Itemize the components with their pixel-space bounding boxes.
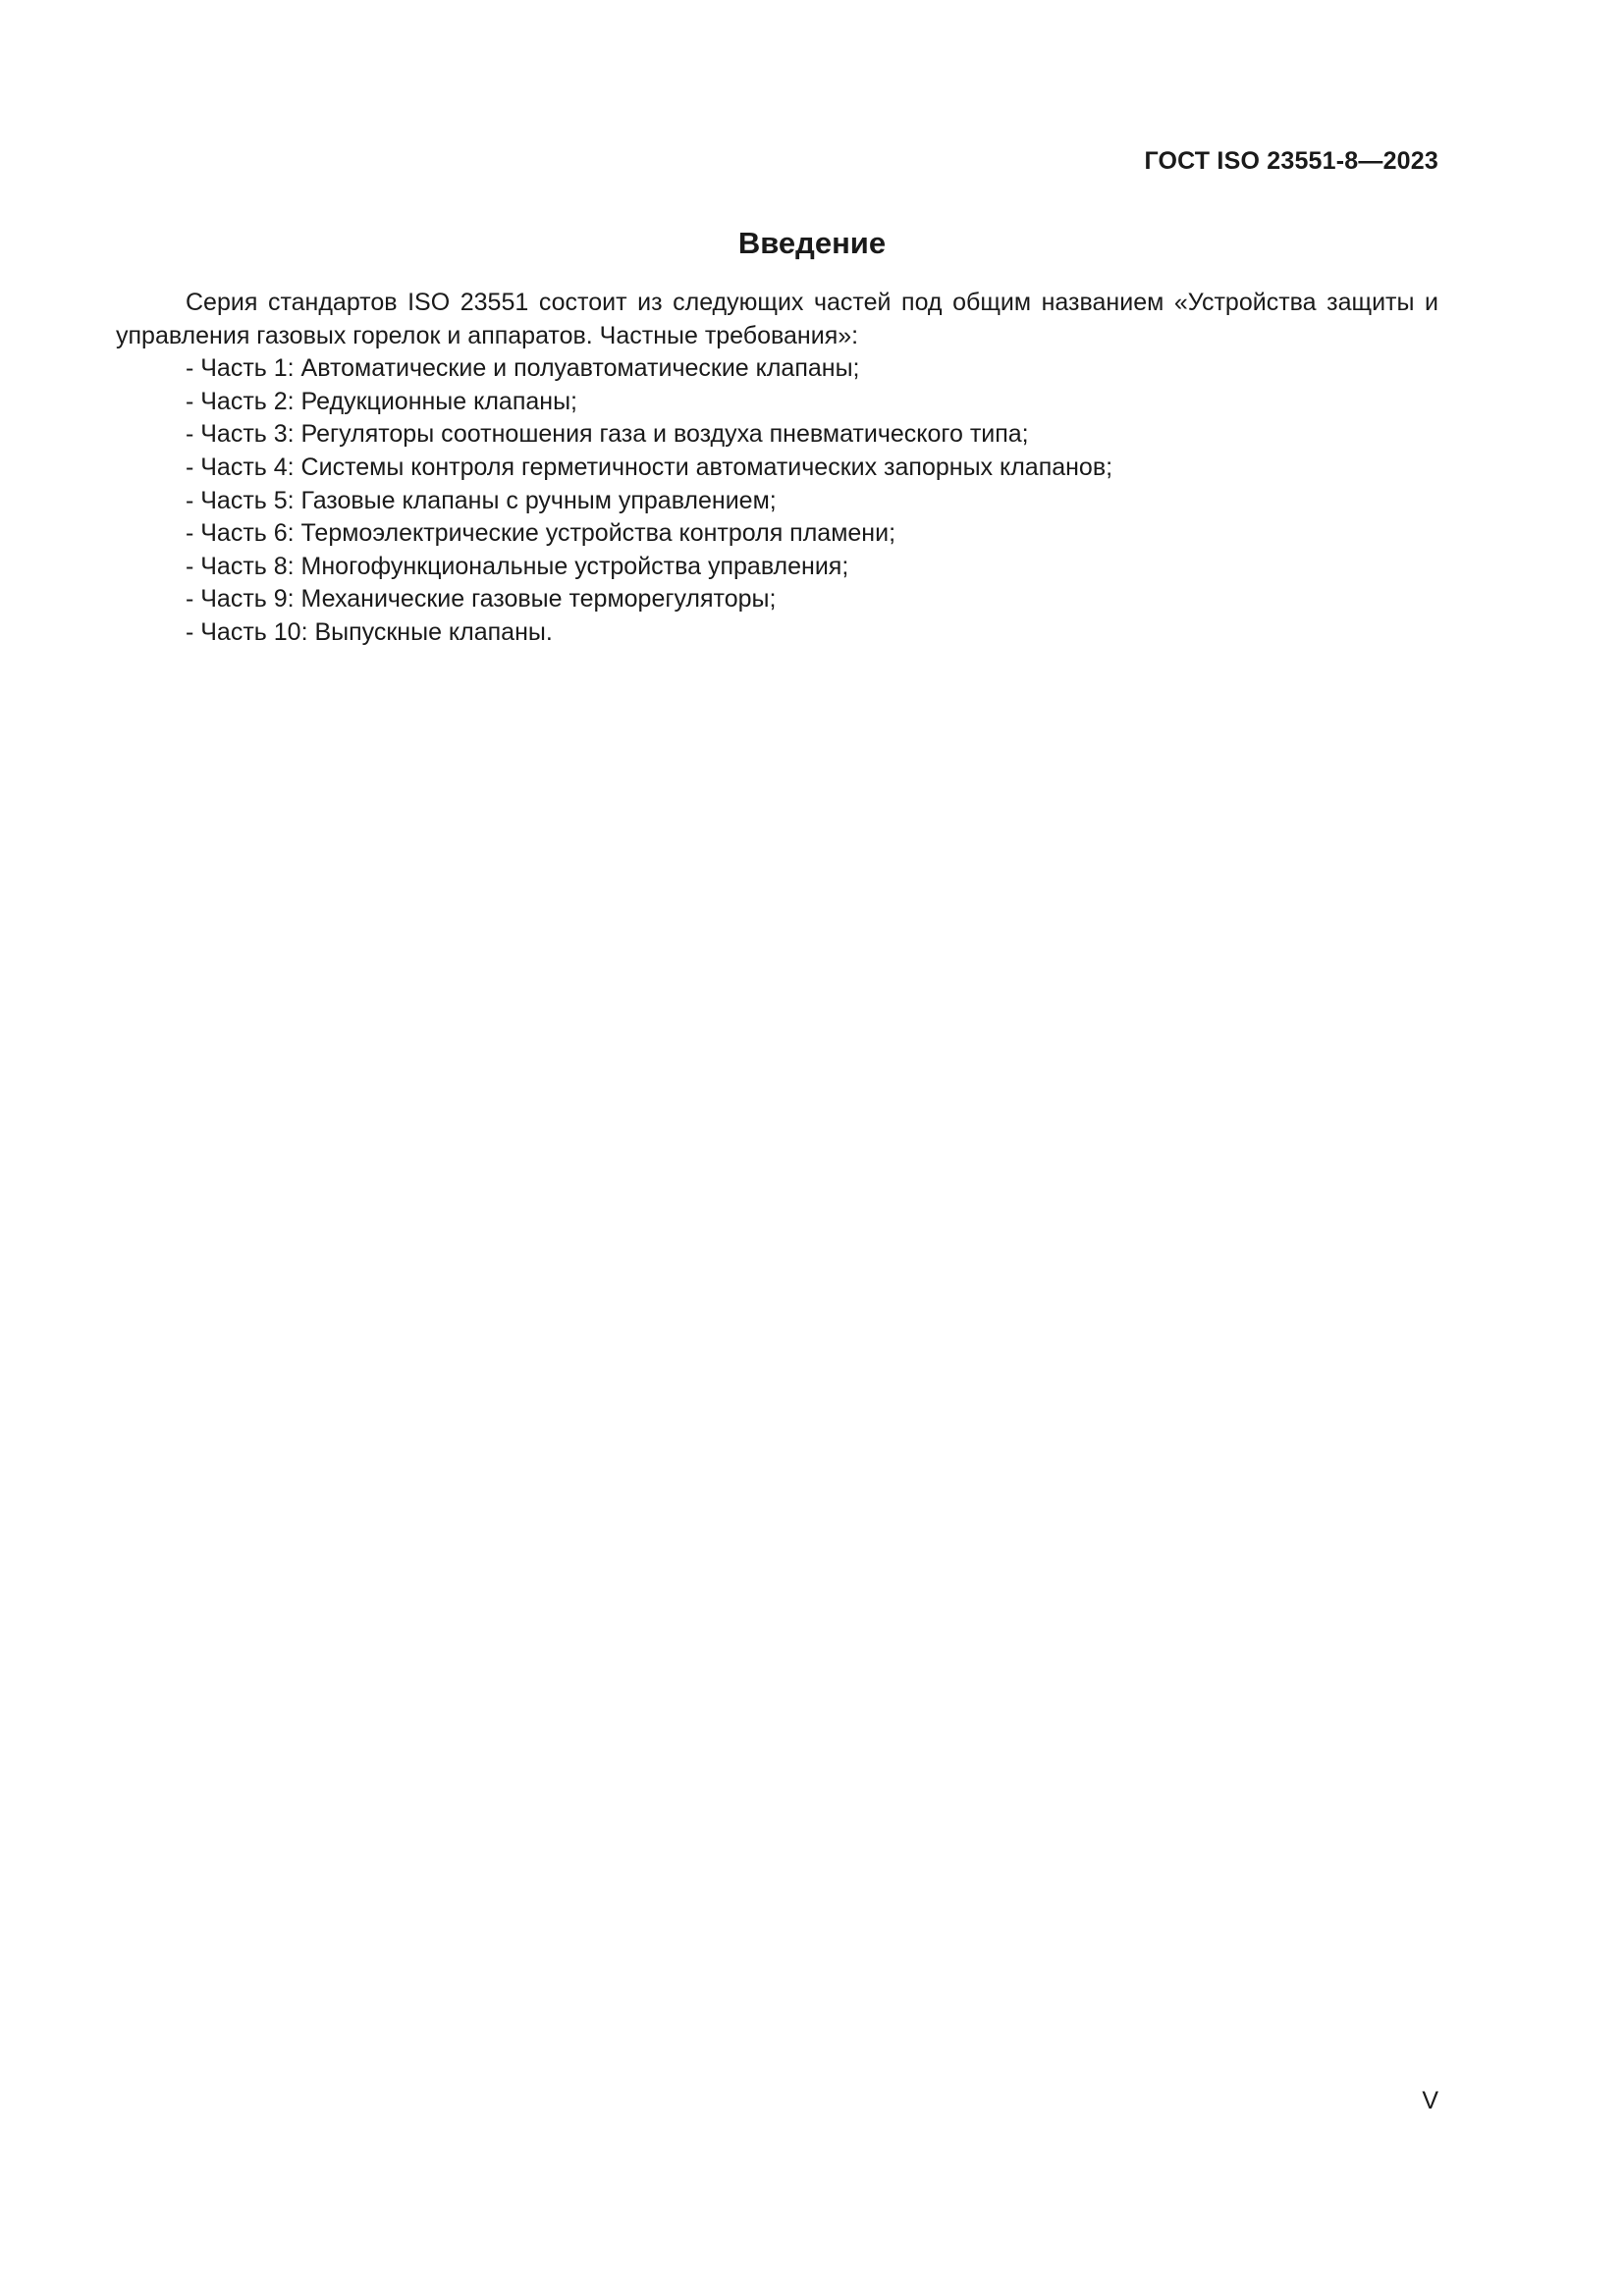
list-item-part-2: - Часть 2: Редукционные клапаны; [186, 387, 577, 415]
list-item-part-1: - Часть 1: Автоматические и полуавтоматические клапаны; [186, 354, 860, 383]
list-item-part-10: - Часть 10: Выпускные клапаны. [186, 617, 553, 646]
list-item-part-4: - Часть 4: Системы контроля герметичности автоматических запорных клапанов; [186, 453, 1113, 481]
page-number: V [1422, 2087, 1438, 2114]
list-item-part-6: - Часть 6: Термоэлектрические устройства контроля пламени; [186, 519, 896, 548]
parts-list [116, 352, 1438, 649]
section-title: Введение [737, 226, 887, 260]
list-item-part-3: - Часть 3: Регуляторы соотношения газа и воздуха пневматического типа; [186, 420, 1029, 449]
introduction-body [116, 287, 1438, 650]
list-item-part-9: - Часть 9: Механические газовые терморегуляторы; [186, 585, 777, 614]
list-item-part-8: - Часть 8: Многофункциональные устройства управления; [186, 552, 849, 580]
intro-paragraph: Серия стандартов ISO 23551 состоит из следующих частей под общим названием «Устройства защиты и управления газовых горелок и аппаратов. Частные требования»: [116, 289, 1438, 349]
document-designation: ГОСТ ISO 23551-8—2023 [1144, 147, 1438, 175]
list-item-part-5: - Часть 5: Газовые клапаны с ручным управлением; [186, 486, 777, 514]
